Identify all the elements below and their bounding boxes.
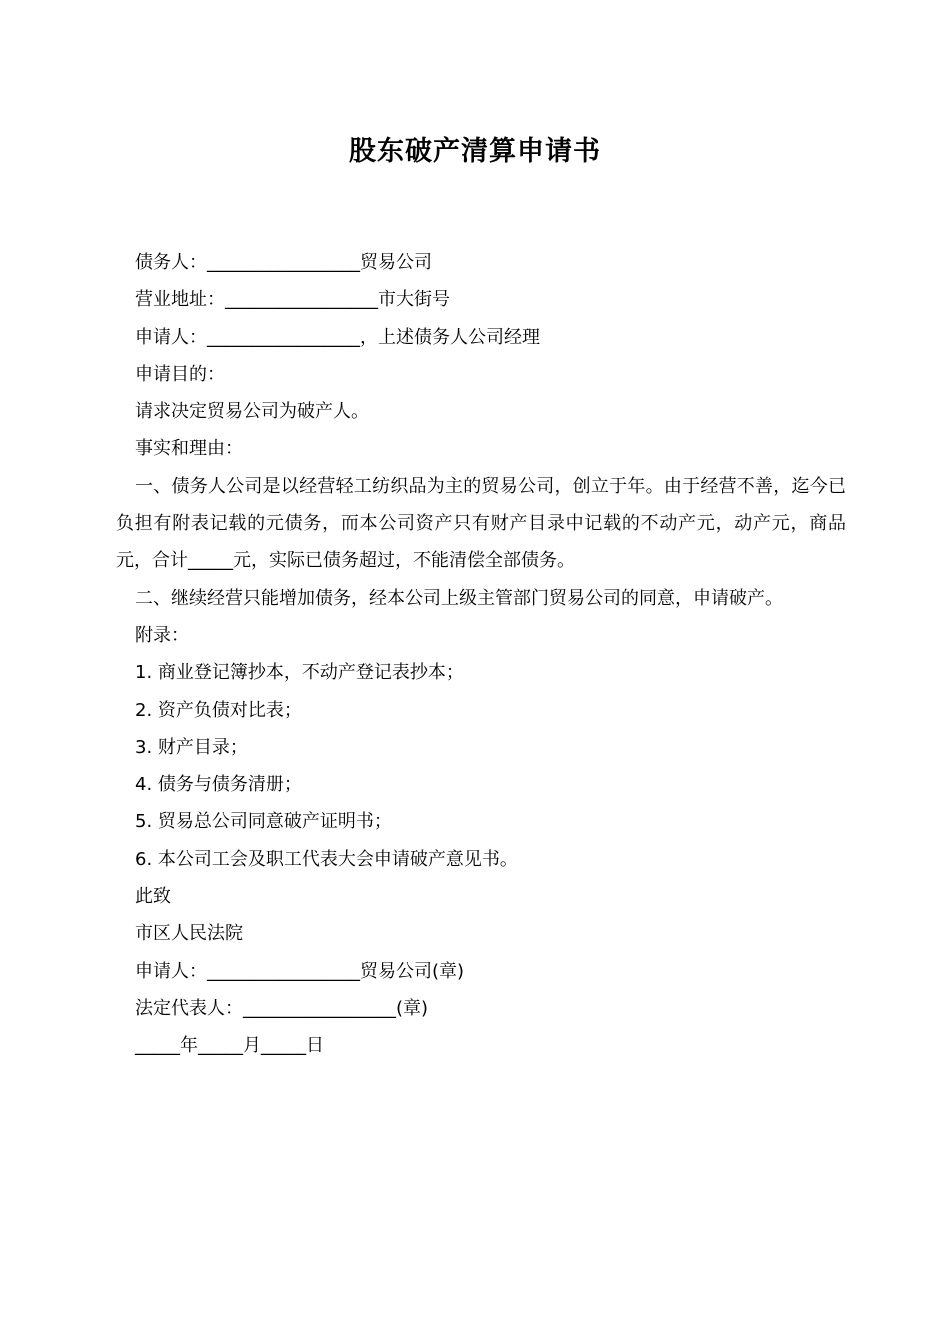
document-title: 股东破产清算申请书 — [349, 136, 601, 167]
date-line: _____年_____月_____日 — [135, 1035, 324, 1057]
applicant-line: 申请人：_________________，上述债务人公司经理 — [135, 326, 540, 348]
signature-legal-representative: 法定代表人：_________________(章) — [135, 997, 429, 1019]
fact-paragraph-1: 一、债务人公司是以经营轻工纺织品为主的贸易公司，创立于年。由于经营不善，迄今已负担有附表记载的元债务，而本公司资产只有财产目录中记载的不动产元，动产元，商品元，合计_____元，实际已债务超过，不能清偿全部债务。 — [116, 475, 846, 572]
signature-applicant: 申请人：_________________贸易公司(章) — [135, 960, 465, 982]
facts-heading: 事实和理由： — [135, 438, 243, 460]
document-body — [116, 244, 846, 1065]
debtor-line: 债务人：_________________贸易公司 — [135, 252, 432, 273]
fact-paragraph-2: 二、继续经营只能增加债务，经本公司上级主管部门贸易公司的同意，申请破产。 — [135, 587, 783, 609]
address-line: 营业地址：_________________市大街号 — [135, 289, 450, 311]
appendix-item-2: 2. 资产负债对比表； — [135, 699, 302, 721]
court-name: 市区人民法院 — [135, 923, 243, 945]
appendix-item-6: 6. 本公司工会及职工代表大会申请破产意见书。 — [135, 848, 518, 870]
purpose-heading: 申请目的： — [135, 363, 225, 385]
appendix-item-4: 4. 债务与债务清册； — [135, 774, 302, 796]
purpose-text: 请求决定贸易公司为破产人。 — [135, 401, 369, 423]
appendix-item-5: 5. 贸易总公司同意破产证明书； — [135, 811, 392, 833]
appendix-item-3: 3. 财产目录； — [135, 736, 248, 758]
closing-salutation: 此致 — [135, 886, 171, 908]
appendix-item-1: 1. 商业登记簿抄本，不动产登记表抄本； — [135, 662, 464, 684]
appendix-heading: 附录： — [135, 624, 189, 646]
